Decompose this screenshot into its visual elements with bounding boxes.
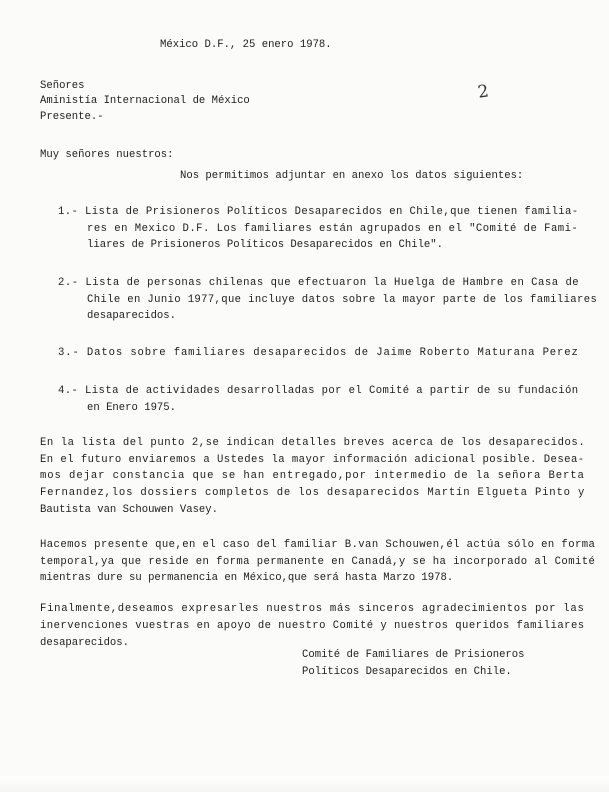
list-item-line: 3.- Datos sobre familiares desaparecidos de Jaime Roberto Maturana Perez [58,347,579,359]
paragraph-line: desaparecidos. [40,637,130,649]
paragraph-line: inervenciones vuestras en apoyo de nuestro Comité y nuestros queridos familiares [40,620,585,632]
page-bottom-edge [0,776,609,792]
list-item-line: 1.- Lista de Prisioneros Políticos Desaparecidos en Chile,que tienen familia- [58,206,579,218]
signature-line: Políticos Desaparecidos en Chile. [302,666,512,678]
handwritten-page-mark: 2 [476,81,491,103]
paragraph-line: Fernandez,los dossiers completos de los desaparecidos Martín Elgueta Pinto y [40,487,586,499]
paragraph-line: Bautista van Schouwen Vasey. [40,504,219,516]
list-item-line: en Enero 1975. [87,402,177,414]
paragraph-line: temporal,ya que reside en forma permanente en Canadá,y se ha incorporado al Comité [40,556,596,568]
list-item-line: 4.- Lista de actividades desarrolladas por el Comité a partir de su fundación [58,385,579,397]
paragraph-line: En el futuro enviaremos a Ustedes la mayor información adicional posible. Desea- [40,454,585,466]
signature-line: Comité de Familiares de Prisioneros [302,649,525,661]
list-item-line: Chile en Junio 1977,que incluye datos sobre la mayor parte de los familiares [87,294,598,306]
paragraph-line: Hacemos presente que,en el caso del familiar B.van Schouwen,él actúa sólo en forma [40,539,596,551]
paragraph-line: mos dejar constancia que se han entregado,por intermedio de la señora Berta [40,470,585,482]
address-line: Presente.- [40,111,104,123]
paragraph-line: Finalmente,deseamos expresarles nuestros más sinceros agradecimientos por las [40,603,585,615]
paragraph-line: En la lista del punto 2,se indican detalles breves acerca de los desaparecidos. [40,437,586,449]
list-item-line: liares de Prisioneros Políticos Desaparecidos en Chile". [87,239,444,251]
intro-line: Nos permitimos adjuntar en anexo los datos siguientes: [180,170,524,182]
address-line: Aministía Internacional de México [40,95,250,107]
paragraph-line: mientras dure su permanencia en México,que será hasta Marzo 1978. [40,572,454,584]
list-item-line: res en Mexico D.F. Los familiares están agrupados en el "Comité de Fami- [87,223,579,235]
address-line: Señores [40,80,85,92]
list-item-line: desaparecidos. [87,310,177,322]
list-item-line: 2.- Lista de personas chilenas que efectuaron la Huelga de Hambre en Casa de [58,277,580,289]
salutation: Muy señores nuestros: [40,149,174,161]
date-line: México D.F., 25 enero 1978. [160,39,332,51]
